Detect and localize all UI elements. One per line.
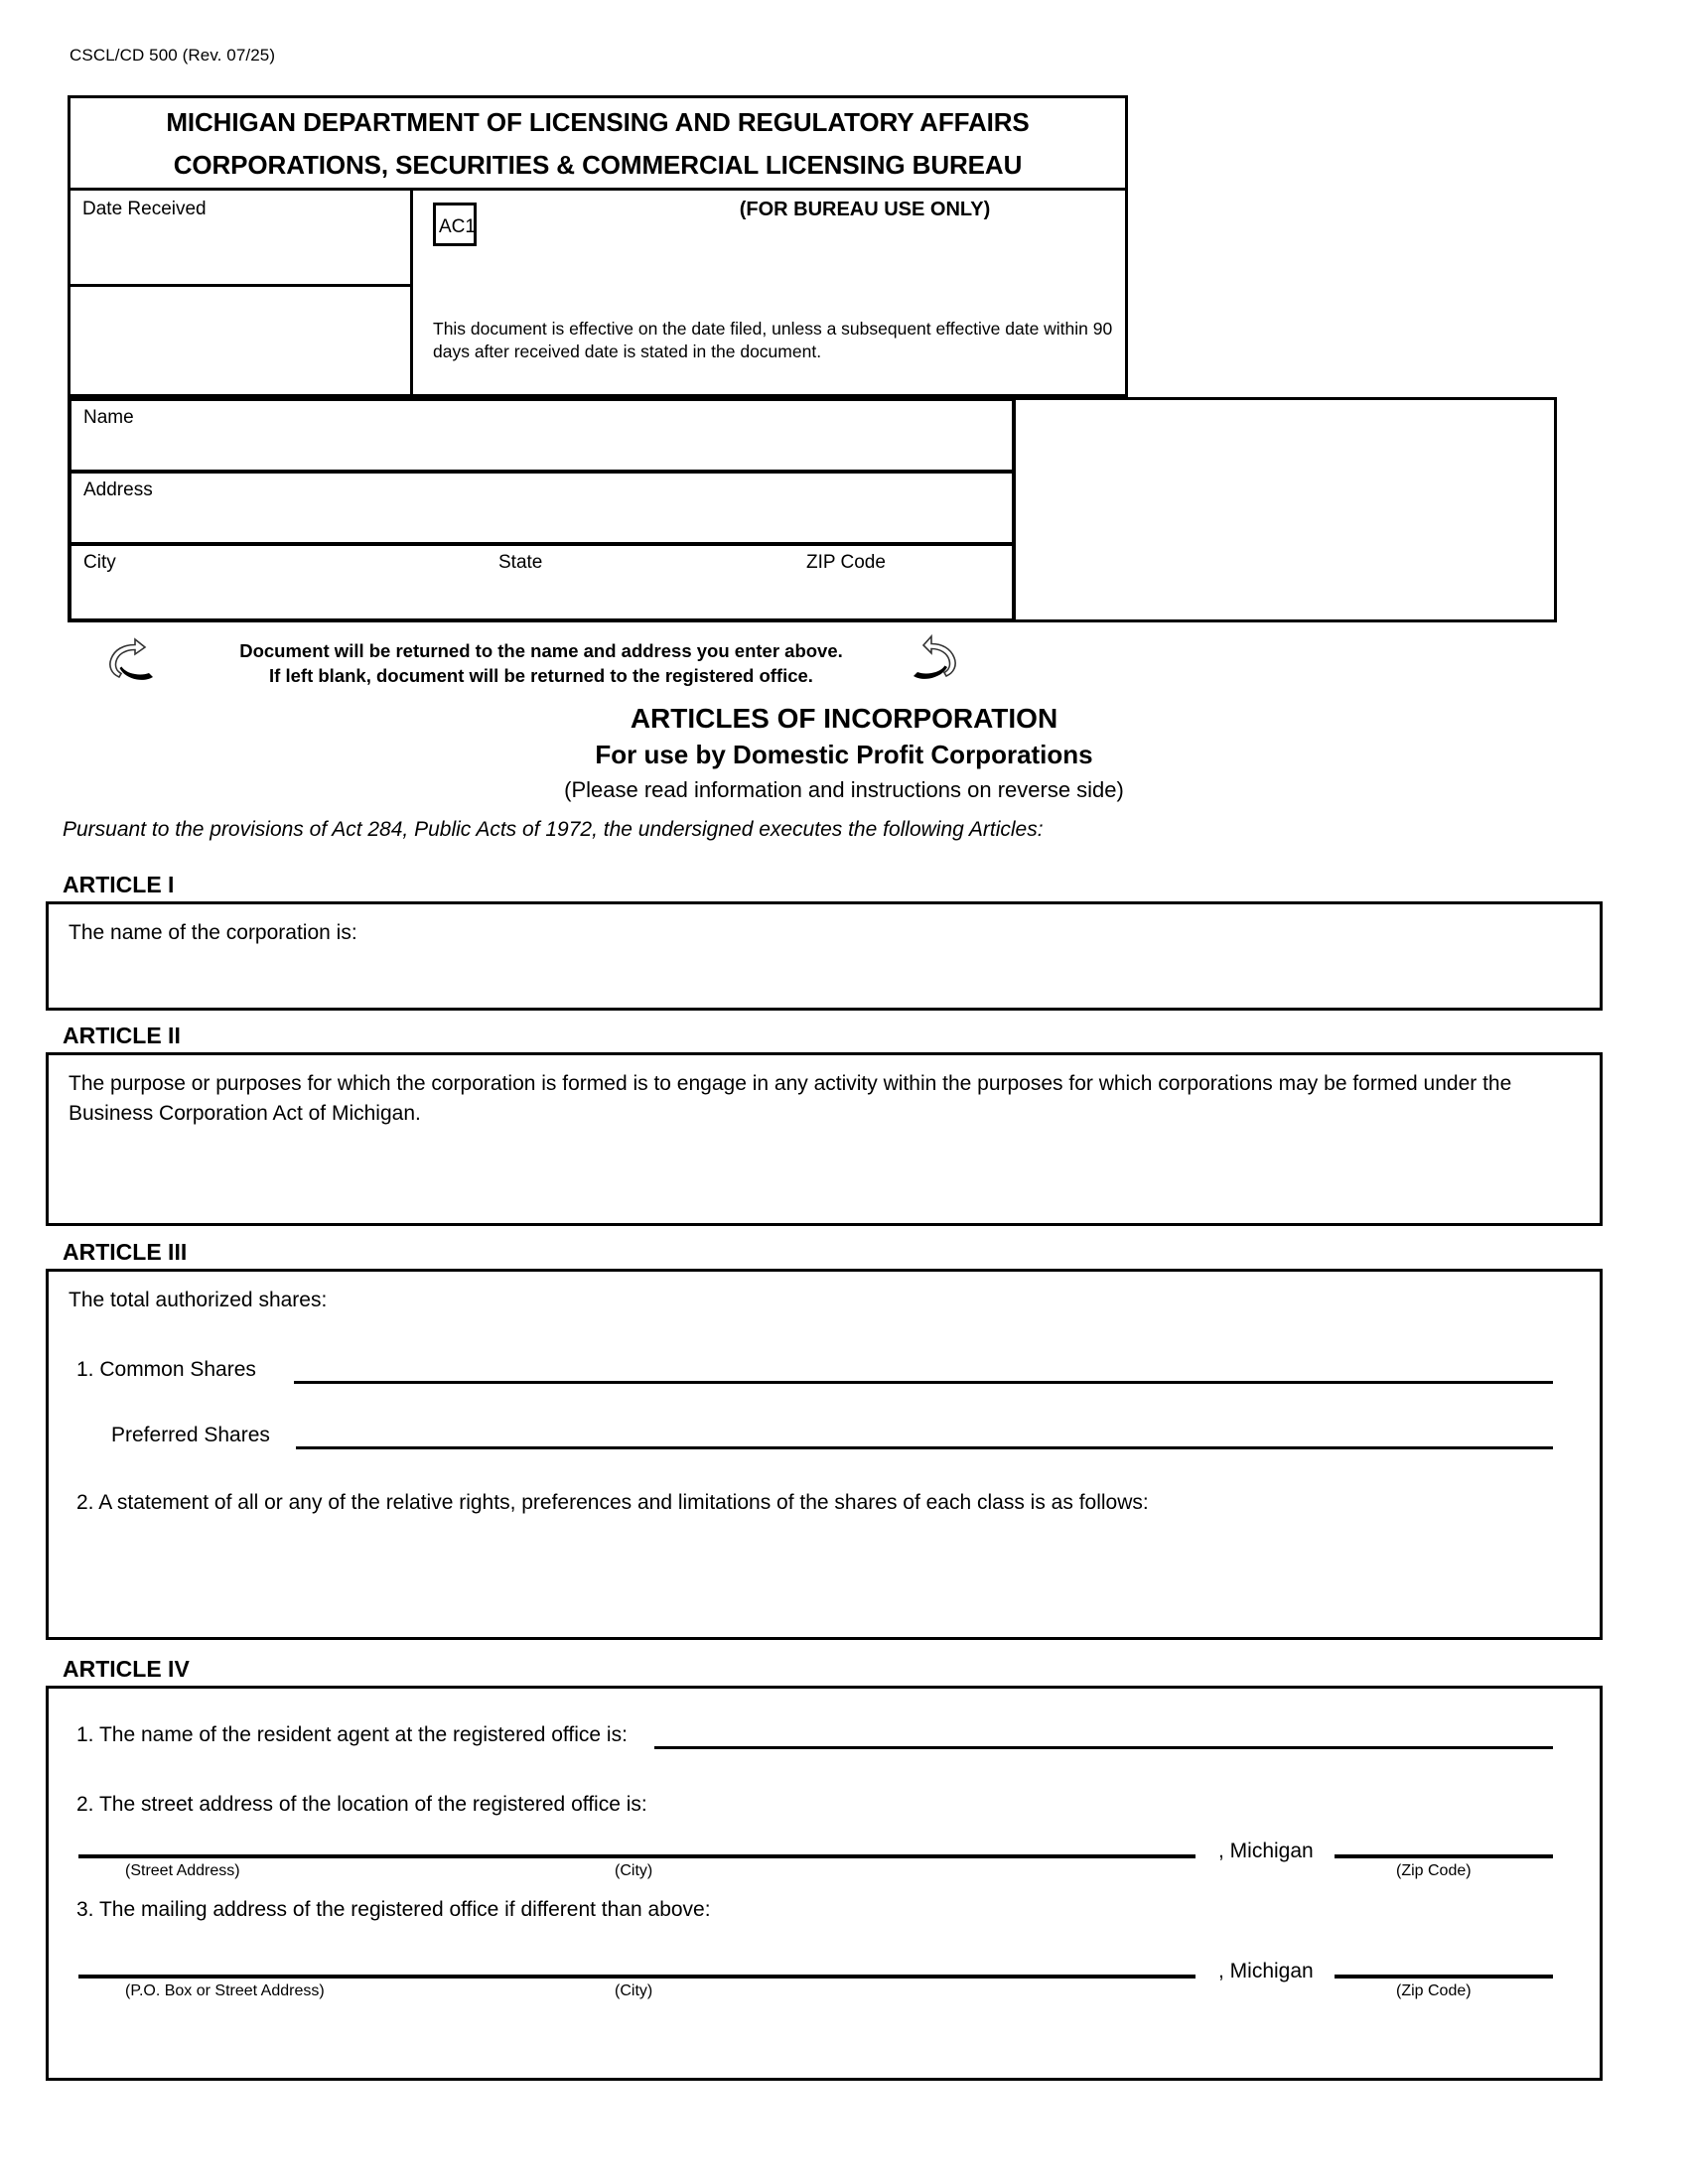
document-title: ARTICLES OF INCORPORATION xyxy=(630,703,1058,734)
return-note-line-1: Document will be returned to the name and address you enter above. xyxy=(239,640,843,661)
mailing-address-zip-caption: (Zip Code) xyxy=(1396,1982,1472,1999)
form-number: CSCL/CD 500 (Rev. 07/25) xyxy=(70,46,276,65)
article-1-heading: ARTICLE I xyxy=(63,872,175,897)
registered-office-city-caption: (City) xyxy=(615,1862,653,1879)
curved-arrow-right-icon xyxy=(910,633,961,685)
return-name-row[interactable] xyxy=(71,401,1012,474)
article-4-street-address-label: 2. The street address of the location of the registered office is: xyxy=(76,1793,647,1816)
registered-office-zip-caption: (Zip Code) xyxy=(1396,1862,1472,1879)
article-3-statement-text: 2. A statement of all or any of the relative rights, preferences and limitations of the shares of each class is as follows: xyxy=(76,1491,1149,1514)
preferred-shares-input-line[interactable] xyxy=(296,1446,1553,1449)
date-received-cell[interactable] xyxy=(70,191,413,287)
bureau-use-only-label: (FOR BUREAU USE ONLY) xyxy=(739,199,991,220)
document-instructions-note: (Please read information and instructions on reverse side) xyxy=(564,777,1124,802)
return-name-label: Name xyxy=(83,407,134,428)
article-4-heading: ARTICLE IV xyxy=(63,1656,190,1682)
date-received-label: Date Received xyxy=(82,199,207,219)
agency-bureau-line: CORPORATIONS, SECURITIES & COMMERCIAL LICENSING BUREAU xyxy=(173,150,1023,180)
article-3-preferred-shares-label: Preferred Shares xyxy=(111,1424,270,1446)
common-shares-input-line[interactable] xyxy=(294,1381,1553,1384)
article-3-intro-text: The total authorized shares: xyxy=(69,1289,328,1311)
article-3-common-shares-label: 1. Common Shares xyxy=(76,1358,256,1381)
return-address-row[interactable] xyxy=(71,474,1012,546)
registered-office-zip-input-line[interactable] xyxy=(1335,1854,1553,1858)
article-2-text: The purpose or purposes for which the corporation is formed is to engage in any activity within the purposes for which corporations may be formed under the Business Corporation Act of Michigan. xyxy=(69,1072,1512,1125)
effective-date-note: This document is effective on the date filed, unless a subsequent effective date within 90 days after received date is stated in the document. xyxy=(433,319,1113,362)
return-side-box xyxy=(1013,397,1557,622)
article-4-resident-agent-label: 1. The name of the resident agent at the registered office is: xyxy=(76,1723,628,1746)
ac1-code-box xyxy=(433,203,477,246)
date-received-blank-cell[interactable] xyxy=(70,287,413,394)
article-3-heading: ARTICLE III xyxy=(63,1239,188,1265)
resident-agent-input-line[interactable] xyxy=(654,1746,1553,1749)
article-1-text: The name of the corporation is: xyxy=(69,921,357,944)
return-note-line-2: If left blank, document will be returned to the registered office. xyxy=(269,665,813,687)
agency-department-line: MICHIGAN DEPARTMENT OF LICENSING AND REGULATORY AFFAIRS xyxy=(166,107,1030,137)
mailing-address-state-label: , Michigan xyxy=(1218,1960,1314,1982)
mailing-address-input-line[interactable] xyxy=(78,1975,1196,1979)
article-4-box[interactable] xyxy=(46,1686,1603,2081)
registered-office-address-input-line[interactable] xyxy=(78,1854,1196,1858)
document-subtitle: For use by Domestic Profit Corporations xyxy=(595,740,1093,769)
mailing-address-pobox-caption: (P.O. Box or Street Address) xyxy=(125,1982,325,1999)
return-zip-label: ZIP Code xyxy=(806,552,886,573)
registered-office-street-caption: (Street Address) xyxy=(125,1862,240,1879)
bureau-use-cell xyxy=(413,191,1125,394)
return-city-label: City xyxy=(83,552,116,573)
article-4-mailing-address-label: 3. The mailing address of the registered office if different than above: xyxy=(76,1898,711,1921)
return-state-label: State xyxy=(498,552,543,573)
article-1-box[interactable] xyxy=(46,901,1603,1011)
pursuant-statement: Pursuant to the provisions of Act 284, Public Acts of 1972, the undersigned executes the following Articles: xyxy=(63,818,1044,841)
article-2-box[interactable] xyxy=(46,1052,1603,1226)
bureau-use-band xyxy=(68,191,1128,397)
curved-arrow-left-icon xyxy=(105,635,157,683)
article-2-heading: ARTICLE II xyxy=(63,1023,181,1048)
return-address-block xyxy=(68,397,1016,622)
return-instruction-note xyxy=(174,638,909,688)
mailing-address-zip-input-line[interactable] xyxy=(1335,1975,1553,1979)
article-3-box[interactable] xyxy=(46,1269,1603,1640)
return-city-state-zip-row[interactable] xyxy=(71,546,1012,618)
mailing-address-city-caption: (City) xyxy=(615,1982,653,1999)
ac1-code-text: AC1 xyxy=(439,216,476,237)
agency-header-box xyxy=(68,95,1128,191)
return-address-label: Address xyxy=(83,479,153,500)
registered-office-state-label: , Michigan xyxy=(1218,1840,1314,1862)
